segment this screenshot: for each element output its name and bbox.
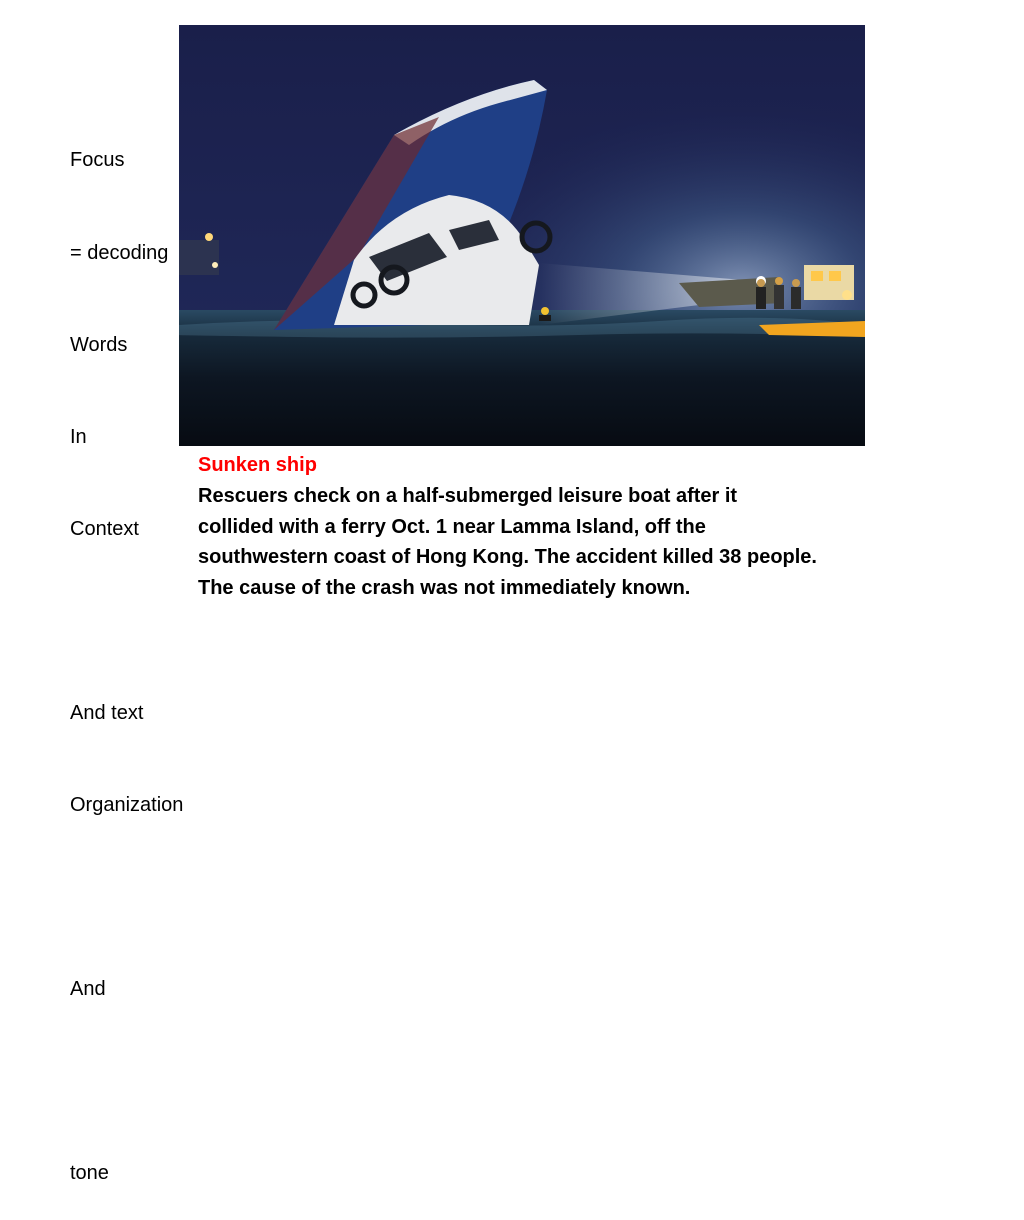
note-line <box>70 1066 183 1097</box>
note-line: Focus <box>70 149 125 172</box>
sunken-ship-photo <box>179 25 865 446</box>
note-line <box>70 606 183 637</box>
photo-illustration <box>179 25 865 446</box>
caption-body: Rescuers check on a half-submerged leisure boat after it collided with a ferry Oct. 1 near Lamma Island, off the southwestern coast of Hong Kong. The accident killed 38 people. The cause of the crash was not immediately known. <box>198 484 817 600</box>
side-notes <box>70 84 183 1220</box>
note-line: And <box>70 978 106 1001</box>
note-line: In <box>70 425 87 448</box>
note-line: Words <box>70 333 128 356</box>
caption-title: Sunken ship <box>198 454 317 476</box>
note-line: Organization <box>70 794 184 817</box>
note-line <box>70 882 183 913</box>
note-line: And text <box>70 701 144 724</box>
note-line: = decoding <box>70 241 169 264</box>
note-line: tone <box>70 1162 109 1185</box>
note-line: Context <box>70 517 139 540</box>
photo-caption <box>198 450 818 604</box>
